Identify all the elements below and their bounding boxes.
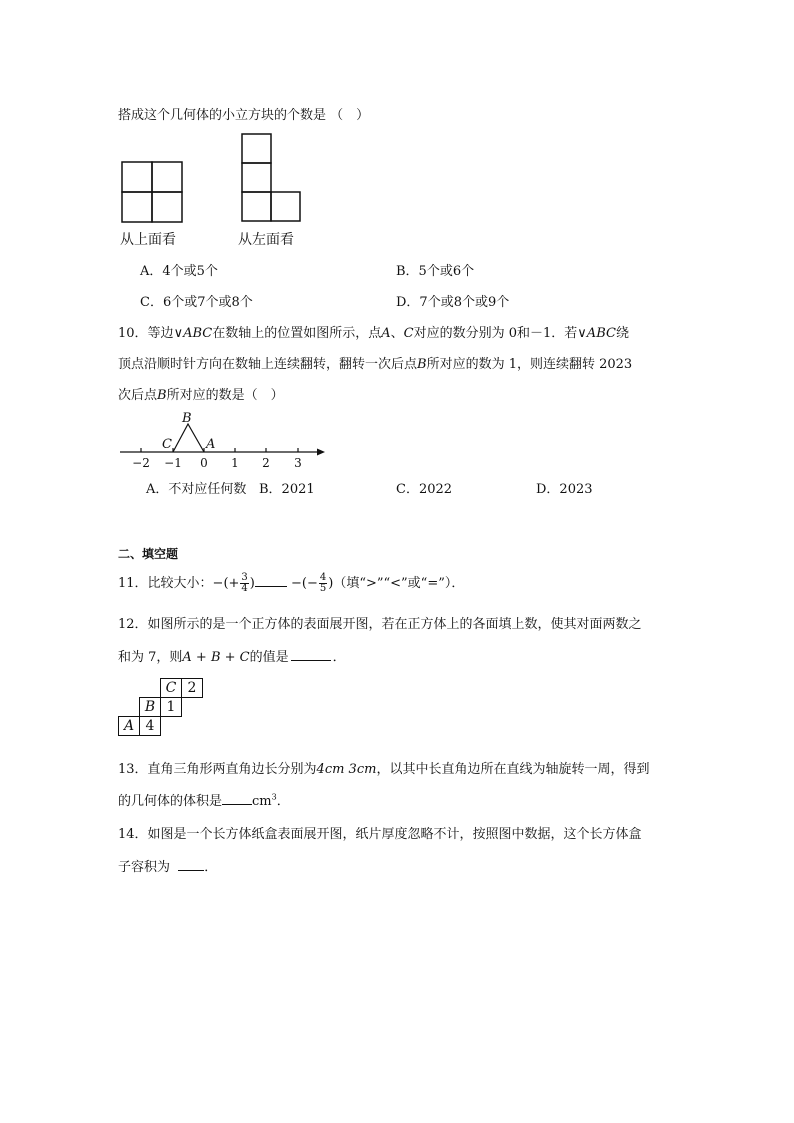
q10-number-line [118, 406, 328, 472]
q10-option-a: A．不对应任何数 [146, 482, 247, 497]
q10-line-2: 顶点沿顺时针方向在数轴上连续翻转，翻转一次后点B所对应的数为 1，则连续翻转 2023 [118, 357, 633, 372]
left-view-cell [271, 192, 300, 221]
q12-line-1: 12．如图所示的是一个正方体的表面展开图，若在正方体上的各面填上数，使其对面两数之 [118, 617, 642, 632]
q13-line-1: 13．直角三角形两直角边长分别为4cm 3cm，以其中长直角边所在直线为轴旋转一周，得到 [118, 762, 650, 777]
net-cell: 2 [182, 679, 203, 698]
top-view-cell [122, 192, 152, 222]
q12-line-2: 和为 7，则A + B + C的值是 ． [118, 650, 346, 665]
q10-option-b: B．2021 [259, 482, 315, 497]
net-cell: C [161, 679, 182, 698]
left-view-cell [242, 192, 271, 221]
q10-option-d: D．2023 [536, 482, 593, 497]
label-c: C [162, 437, 172, 452]
net-cell: B [140, 698, 161, 717]
answer-blank[interactable] [222, 792, 252, 805]
top-view-cell [152, 192, 182, 222]
tick-label: 0 [200, 456, 208, 470]
q10-line-1: 10．等边∨ABC在数轴上的位置如图所示，点A、C对应的数分别为 0和－1．若∨ABC绕 [118, 326, 629, 341]
answer-blank[interactable] [291, 648, 331, 661]
net-cell: 1 [161, 698, 182, 717]
fraction-3-4: $\frac{3}{4}$ [241, 572, 248, 594]
top-view-label: 从上面看 [120, 232, 176, 248]
top-view-cell [122, 162, 152, 192]
net-cell: 4 [140, 717, 161, 736]
left-view-cell [242, 163, 271, 192]
q9-option-b: B．5个或6个 [396, 264, 475, 279]
q14-line-2: 子容积为 ． [118, 860, 218, 875]
answer-blank[interactable] [255, 574, 287, 587]
tick-label: 2 [262, 456, 270, 470]
q11-line: 11．比较大小：−(+ $\frac{3}{4}$ ) −(− $\frac{4}{5}$ )（填“>”“<”或“=”）． [118, 572, 465, 594]
left-view-label: 从左面看 [238, 232, 294, 248]
label-b: B [182, 411, 192, 426]
q9-option-c: C．6个或7个或8个 [140, 295, 253, 310]
tick-label: −2 [132, 456, 150, 470]
q13-line-2: 的几何体的体积是 $cm^3$． [118, 792, 290, 809]
q9-views-figure [118, 132, 318, 224]
left-view-cell [242, 134, 271, 163]
axis-arrow [317, 449, 325, 456]
q9-option-a: A．4个或5个 [140, 264, 218, 279]
triangle-abc [173, 424, 204, 452]
section-title: 二、填空题 [118, 547, 179, 561]
q9-option-d: D．7个或8个或9个 [396, 295, 510, 310]
answer-blank[interactable] [178, 858, 204, 871]
label-a: A [206, 437, 216, 452]
net-cell: A [119, 717, 140, 736]
q14-line-1: 14．如图是一个长方体纸盒表面展开图，纸片厚度忽略不计，按照图中数据，这个长方体盒 [118, 827, 642, 842]
tick-label: −1 [164, 456, 182, 470]
top-view-cell [152, 162, 182, 192]
fraction-4-5: $\frac{4}{5}$ [319, 572, 327, 594]
cube-net [118, 678, 203, 736]
tick-label: 1 [231, 456, 239, 470]
q10-option-c: C．2022 [396, 482, 453, 497]
q9-stem: 搭成这个几何体的小立方块的个数是 （ ） [118, 108, 370, 123]
tick-label: 3 [294, 456, 302, 470]
q10-line-3: 次后点B所对应的数是（ ） [118, 388, 284, 403]
